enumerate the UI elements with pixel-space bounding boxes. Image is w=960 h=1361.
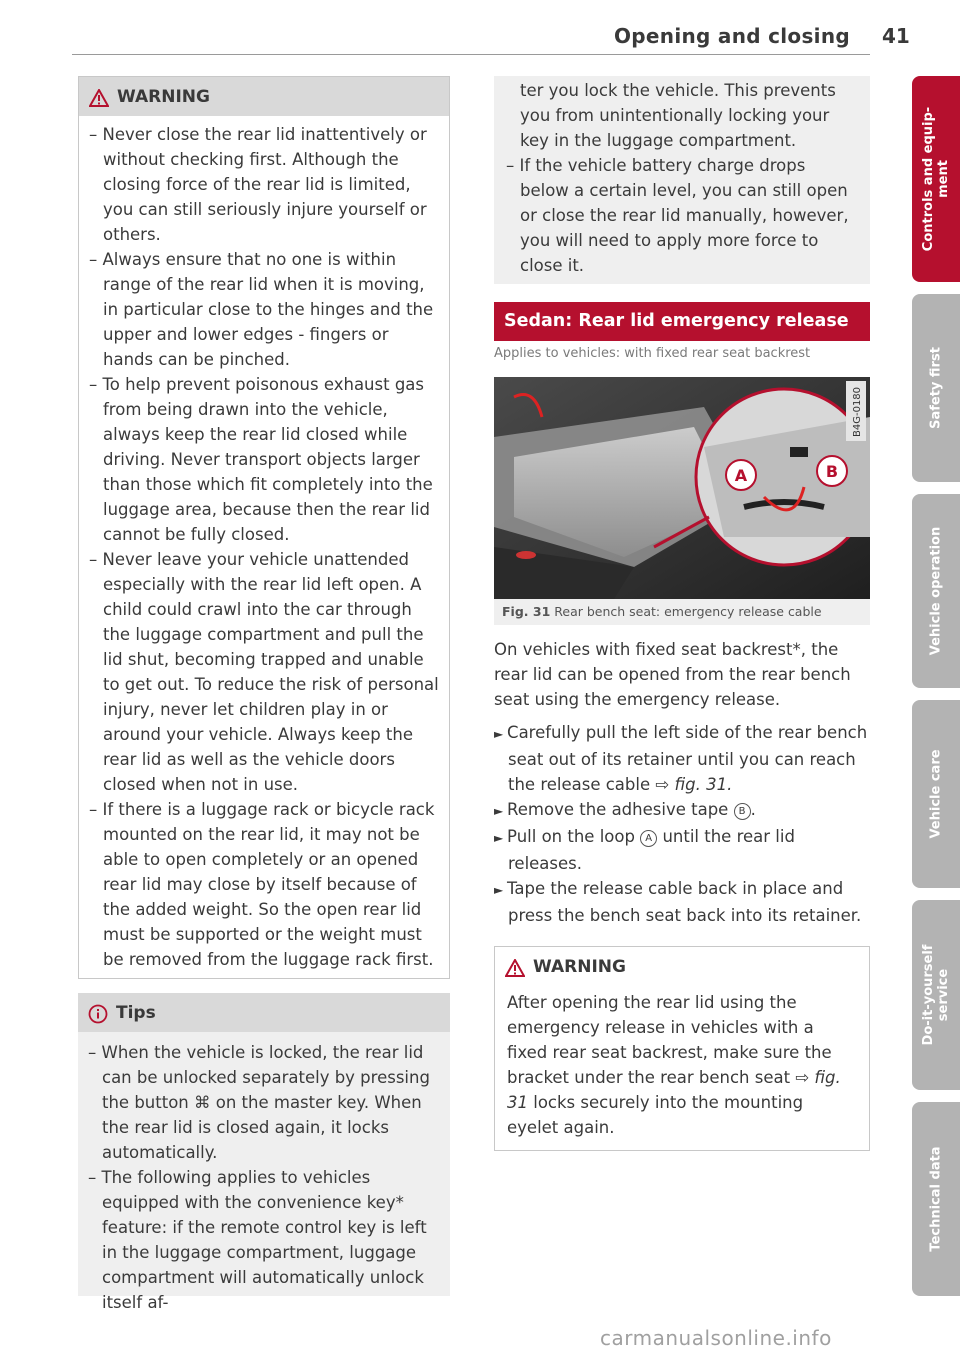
tab-label: Safety first [928, 347, 944, 429]
figure-code: B4G-0180 [852, 386, 863, 437]
tips-item: – When the vehicle is locked, the rear lid can be unlocked separately by pressing the button ⌘ on the master key. When the rear lid is closed again, it locks automatically. [88, 1040, 440, 1165]
step-arrow-icon: ► [494, 727, 508, 741]
tips-item: – If the vehicle battery charge drops below a certain level, you can still open or close the rear lid manually, however, you will need to apply more force to close it. [506, 153, 858, 278]
section-title: Sedan: Rear lid emergency release [494, 302, 870, 341]
warning-item: – Never close the rear lid inattentively or without checking first. Although the closing force of the rear lid is limited, you can still seriously injure yourself or others. [89, 122, 439, 247]
tips-header [78, 993, 450, 1032]
tab-label: Controls and equip- ment [921, 106, 951, 252]
watermark: carmanualsonline.info [600, 1326, 832, 1350]
circled-label-a: A [640, 830, 657, 847]
tab-controls-and-equipment[interactable] [912, 76, 960, 282]
warning-item: – To help prevent poisonous exhaust gas from being drawn into the vehicle, always keep the rear lid closed while driving. Never transport objects larger than those which fit completely into the luggage area, because then the rear lid cannot be fully closed. [89, 372, 439, 547]
figure-label-a: A [734, 466, 748, 485]
step-3: ► Pull on the loop A until the rear lid releases. [494, 827, 795, 873]
tab-vehicle-care[interactable] [912, 700, 960, 888]
step-2: ► Remove the adhesive tape B . [494, 800, 756, 819]
right-column [494, 76, 870, 1151]
figure-emergency-release [494, 377, 870, 599]
warning-body [79, 116, 449, 978]
tips-continued [494, 76, 870, 284]
tab-vehicle-operation[interactable] [912, 494, 960, 688]
warning-item: – Never leave your vehicle unattended especially with the rear lid left open. A child could crawl into the car through the luggage compartment and pull the lid shut, becoming trapped and unable to get out. To reduce the risk of personal injury, never let children play in or around your vehicle. Always keep the rear lid as well as the vehicle doors closed when not in use. [89, 547, 439, 797]
warning-title: WARNING [533, 957, 626, 977]
step-1: ► Carefully pull the left side of the rear bench seat out of its retainer until you can reach the release cable ⇨ fig. 31. [494, 723, 868, 794]
warning-item: – If there is a luggage rack or bicycle rack mounted on the rear lid, it may not be able to open completely or an opened rear lid may close by itself because of the added weight. So the open rear lid must be supported or the weight must be removed from the luggage rack first. [89, 797, 439, 972]
warning-title: WARNING [117, 87, 210, 107]
warning-header-2 [495, 947, 869, 986]
intro-paragraph: On vehicles with fixed seat backrest*, the rear lid can be opened from the rear bench seat using the emergency release. [494, 640, 851, 709]
step-arrow-icon: ► [494, 831, 508, 845]
step-arrow-icon: ► [494, 804, 508, 818]
figure-reference: ⇨ fig. 31. [655, 775, 733, 794]
tips-continued-line: ter you lock the vehicle. This prevents you from unintentionally locking your key in the luggage compartment. [520, 81, 836, 150]
key-symbol-icon: ⌘ [194, 1093, 211, 1112]
warning-box [78, 76, 450, 979]
tab-safety-first[interactable] [912, 294, 960, 482]
page-number: 41 [882, 24, 910, 48]
info-icon [88, 1004, 108, 1024]
step-4: ► Tape the release cable back in place and press the bench seat back into its retainer. [494, 879, 862, 925]
step-arrow-icon: ► [494, 883, 508, 897]
warning-body-2: After opening the rear lid using the emergency release in vehicles with a fixed rear seat backrest, make sure the bracket under the rear bench seat ⇨ fig. 31 locks securely into the mounting eyelet again. [507, 993, 841, 1137]
left-column [78, 76, 450, 1312]
tips-title: Tips [116, 1003, 156, 1023]
figure-caption: Fig. 31 Rear bench seat: emergency release cable [494, 599, 870, 625]
warning-item: – Always ensure that no one is within range of the rear lid when it is moving, in particular close to the hinges and the upper and lower edges - fingers or hands can be pinched. [89, 247, 439, 372]
tab-label: Do-it-yourself service [921, 944, 951, 1046]
tips-body [78, 1032, 450, 1312]
warning-triangle-icon [505, 959, 525, 977]
tab-do-it-yourself-service[interactable] [912, 900, 960, 1090]
header-rule [72, 54, 870, 55]
tab-technical-data[interactable] [912, 1102, 960, 1296]
warning-box-2 [494, 946, 870, 1151]
tips-item: – The following applies to vehicles equipped with the convenience key* feature: if the remote control key is left in the luggage compartment, luggage compartment will automatically unlock itself af- [88, 1165, 440, 1315]
warning-header [79, 77, 449, 116]
applies-to: Applies to vehicles: with fixed rear seat backrest [494, 346, 811, 361]
tab-label: Vehicle care [928, 749, 944, 839]
circled-label-b: B [734, 803, 751, 820]
figure-reference: ⇨ fig. 31 [507, 1068, 841, 1112]
figure-label-b: B [825, 462, 839, 481]
warning-triangle-icon [89, 89, 109, 107]
figure-illustration [494, 377, 870, 599]
section-header-title: Opening and closing [614, 24, 850, 48]
tab-label: Technical data [928, 1146, 944, 1252]
tab-label: Vehicle operation [928, 526, 944, 656]
